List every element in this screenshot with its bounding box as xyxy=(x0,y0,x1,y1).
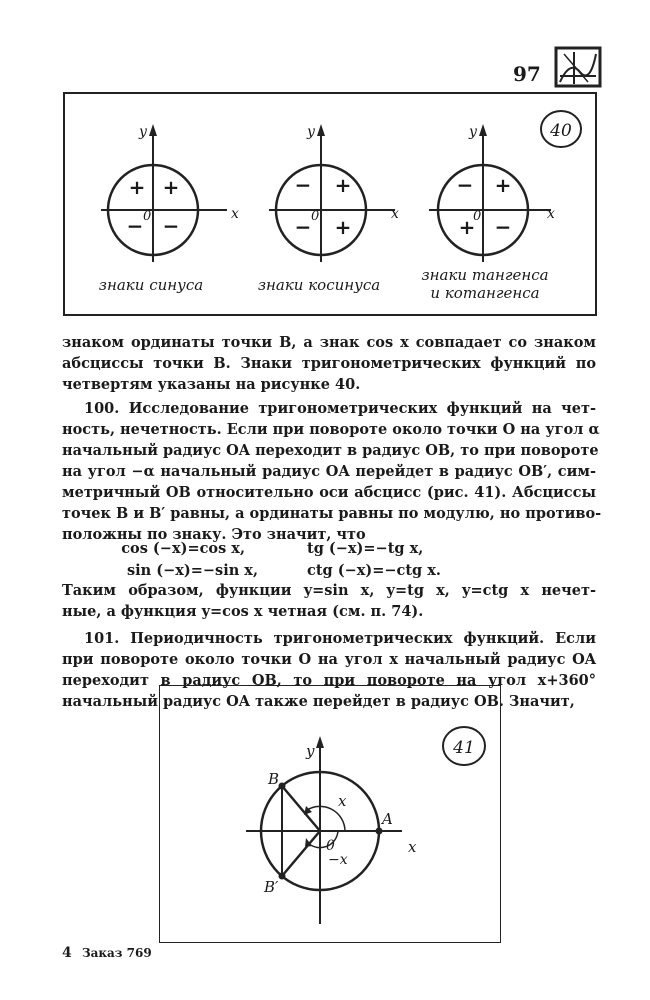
y-axis-label: y xyxy=(306,742,315,760)
text-line: четвертям указаны на рисунке 40. xyxy=(62,376,361,393)
point-a-label: A xyxy=(382,810,393,828)
paragraph-sign-summary xyxy=(62,332,596,395)
radius-ob xyxy=(282,786,320,831)
angle-positive-label: x xyxy=(338,792,347,810)
page-footer xyxy=(62,945,152,961)
point-b-label: B xyxy=(268,770,280,788)
point-b-prime xyxy=(279,873,286,880)
tangent-signs-diagram xyxy=(421,124,555,302)
origin-label: 0 xyxy=(143,209,152,224)
quadrant-1-sign: + xyxy=(162,175,180,199)
formula-cos: cos (−x)=cos x, xyxy=(121,540,245,557)
figure-badge-label: 41 xyxy=(453,738,475,758)
point-a xyxy=(376,828,383,835)
text-line: Таким образом, функции y=sin x, y=tg x, y=ctg x нечет- xyxy=(62,582,596,599)
text-line: метричный OB относительно оси абсцисс (рис. 41). Абсциссы xyxy=(62,484,596,501)
quadrant-4-sign: − xyxy=(494,215,512,239)
quadrant-3-sign: − xyxy=(126,214,144,238)
y-axis-label: y xyxy=(139,124,147,140)
origin-label: 0 xyxy=(311,209,320,224)
quadrant-1-sign: + xyxy=(334,173,352,197)
text-line: переходит в радиус OB, то при повороте на угол x+360° xyxy=(62,672,596,689)
angle-arc-positive xyxy=(307,806,345,831)
sheet-number: 4 xyxy=(62,945,72,961)
figure-40 xyxy=(63,92,597,316)
section-100-parity xyxy=(62,398,602,545)
text-line: знаком ординаты точки B, а знак cos x совпадает со знаком xyxy=(62,334,596,351)
sine-signs-diagram xyxy=(99,124,239,294)
quadrant-2-sign: + xyxy=(128,175,146,199)
text-line: начальный радиус OA также перейдет в радиус OB. Значит, xyxy=(62,693,575,710)
quadrant-1-sign: + xyxy=(494,173,512,197)
graph-emblem-icon xyxy=(554,46,602,88)
origin-label: 0 xyxy=(326,838,335,854)
quadrant-2-sign: − xyxy=(456,173,474,197)
point-b xyxy=(279,783,286,790)
x-axis-label: x xyxy=(547,206,555,222)
text-line: ность, нечетность. Если при повороте около точки O на угол α xyxy=(62,421,600,438)
cosine-caption: знаки косинуса xyxy=(257,276,381,294)
figure-41 xyxy=(159,685,501,943)
y-axis-label: y xyxy=(307,124,315,140)
quadrant-3-sign: + xyxy=(458,215,476,239)
formula-sin: sin (−x)=−sin x, xyxy=(126,562,258,579)
quadrant-2-sign: − xyxy=(294,173,312,197)
tangent-caption-line1: знаки тангенса xyxy=(421,266,549,284)
x-axis-label: x xyxy=(391,206,399,222)
quadrant-3-sign: − xyxy=(294,215,312,239)
paragraph-odd-even xyxy=(62,580,596,622)
text-line: при повороте около точки O на угол x начальный радиус OA xyxy=(62,651,596,668)
x-axis-label: x xyxy=(231,206,239,222)
text-line: точек B и B′ равны, а ординаты равны по модулю, но противо- xyxy=(62,505,602,522)
section-heading-line: 100. Исследование тригонометрических функций на чет- xyxy=(84,400,596,417)
text-line: положны по знаку. Это значит, что xyxy=(62,526,366,543)
page-number: 97 xyxy=(513,62,541,86)
text-line: абсциссы точки B. Знаки тригонометрических функций по xyxy=(62,355,596,372)
x-axis-label: x xyxy=(408,838,417,856)
text-line: ные, а функция y=cos x четная (см. п. 74). xyxy=(62,603,424,620)
sine-caption: знаки синуса xyxy=(98,276,204,294)
angle-negative-label: −x xyxy=(328,852,348,868)
radius-ob-prime xyxy=(282,831,320,876)
section-heading-line: 101. Периодичность тригонометрических функций. Если xyxy=(84,630,596,647)
tangent-caption-line2: и котангенса xyxy=(430,284,540,302)
formula-ctg: ctg (−x)=−ctg x. xyxy=(307,562,441,579)
point-b-prime-label: B′ xyxy=(264,878,279,896)
y-axis-label: y xyxy=(469,124,477,140)
text-line: на угол −α начальный радиус OA перейдет в радиус OB′, сим- xyxy=(62,463,596,480)
figure-badge-label: 40 xyxy=(550,121,572,141)
origin-label: 0 xyxy=(473,209,482,224)
parity-formulas xyxy=(62,538,596,582)
order-number: Заказ 769 xyxy=(81,946,152,960)
cosine-signs-diagram xyxy=(258,124,399,294)
quadrant-4-sign: + xyxy=(334,215,352,239)
formula-tg: tg (−x)=−tg x, xyxy=(307,540,424,557)
text-line: начальный радиус OA переходит в радиус OB, то при повороте xyxy=(62,442,599,459)
quadrant-4-sign: − xyxy=(162,214,180,238)
